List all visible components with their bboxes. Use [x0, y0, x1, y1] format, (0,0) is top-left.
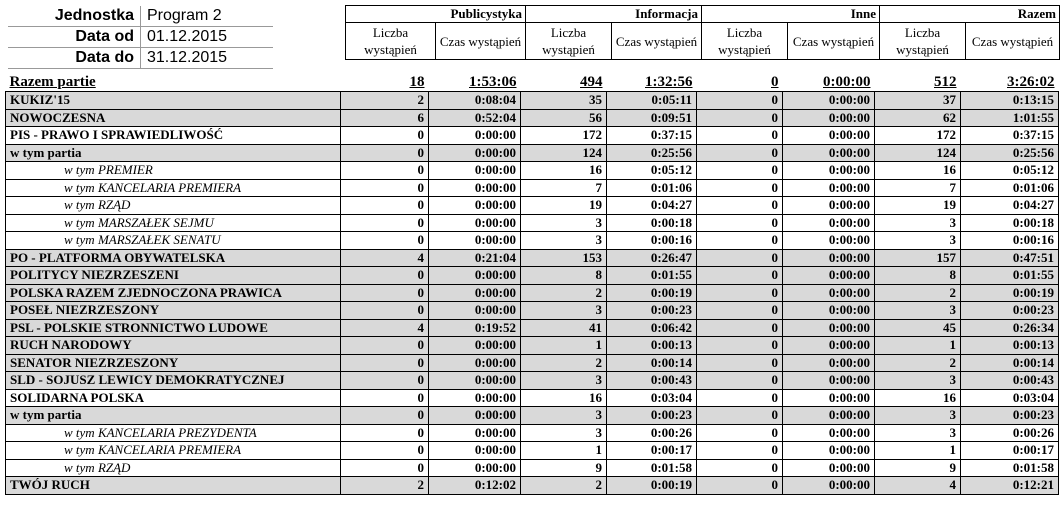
- time-cell: 0:01:06: [961, 179, 1059, 197]
- time-cell: 0:00:19: [961, 284, 1059, 302]
- party-row: [6, 372, 1059, 390]
- time-cell: 0:00:43: [961, 372, 1059, 390]
- party-row: [6, 109, 1059, 127]
- time-cell: 0:00:00: [429, 232, 521, 250]
- row-label: w tym KANCELARIA PREMIERA: [6, 179, 341, 197]
- time-cell: 0:00:00: [783, 267, 875, 285]
- party-row: [6, 127, 1059, 145]
- count-cell: 0: [341, 407, 429, 425]
- time-cell: 0:00:00: [783, 162, 875, 180]
- sub-header: Czas wystąpień: [436, 23, 526, 60]
- time-cell: 0:00:00: [429, 162, 521, 180]
- count-cell: 16: [521, 389, 607, 407]
- count-cell: 0: [697, 302, 783, 320]
- party-row: [6, 354, 1059, 372]
- count-cell: 0: [341, 162, 429, 180]
- count-cell: 0: [697, 249, 783, 267]
- row-label: w tym MARSZAŁEK SENATU: [6, 232, 341, 250]
- sub-row: [6, 407, 1059, 425]
- count-cell: 19: [875, 197, 961, 215]
- row-label: NOWOCZESNA: [6, 109, 341, 127]
- row-label: w tym KANCELARIA PREZYDENTA: [6, 424, 341, 442]
- time-cell: 0:19:52: [429, 319, 521, 337]
- party-row: [6, 249, 1059, 267]
- group-header: Informacja: [526, 6, 702, 23]
- party-time-table: [5, 73, 1059, 495]
- report-meta: [8, 6, 273, 69]
- row-label: SENATOR NIEZRZESZONY: [6, 354, 341, 372]
- row-label: w tym RZĄD: [6, 459, 341, 477]
- time-cell: 0:00:23: [607, 407, 697, 425]
- time-cell: 0:00:43: [607, 372, 697, 390]
- count-cell: 1: [521, 337, 607, 355]
- count-cell: 2: [521, 354, 607, 372]
- count-cell: 3: [521, 407, 607, 425]
- count-cell: 2: [875, 284, 961, 302]
- column-header: [345, 5, 1060, 60]
- count-cell: 0: [341, 284, 429, 302]
- time-cell: 0:00:17: [961, 442, 1059, 460]
- sub-row: [6, 144, 1059, 162]
- count-cell: 0: [697, 179, 783, 197]
- count-cell: 16: [875, 389, 961, 407]
- row-label: PSL - POLSKIE STRONNICTWO LUDOWE: [6, 319, 341, 337]
- count-cell: 35: [521, 92, 607, 110]
- row-label: w tym KANCELARIA PREMIERA: [6, 442, 341, 460]
- count-cell: 0: [341, 389, 429, 407]
- count-cell: 8: [875, 267, 961, 285]
- meta-key: Data do: [8, 48, 141, 69]
- time-cell: 0:01:58: [607, 459, 697, 477]
- party-row: [6, 477, 1059, 495]
- time-cell: 0:00:00: [429, 127, 521, 145]
- time-cell: 0:00:00: [783, 127, 875, 145]
- count-cell: 1: [875, 442, 961, 460]
- time-cell: 0:00:00: [783, 249, 875, 267]
- sub-row: [6, 232, 1059, 250]
- time-cell: 0:00:00: [429, 284, 521, 302]
- time-cell: 0:00:00: [783, 389, 875, 407]
- time-cell: 1:53:06: [469, 73, 517, 90]
- sub-header: Liczba wystąpień: [702, 23, 788, 60]
- count-cell: 3: [875, 232, 961, 250]
- count-cell: 0: [341, 144, 429, 162]
- count-cell: 7: [875, 179, 961, 197]
- sub-header: Czas wystąpień: [612, 23, 702, 60]
- time-cell: 0:00:00: [783, 284, 875, 302]
- count-cell: 0: [697, 407, 783, 425]
- time-cell: 0:00:00: [783, 319, 875, 337]
- count-cell: 0: [697, 459, 783, 477]
- time-cell: 0:00:00: [783, 214, 875, 232]
- count-cell: 37: [875, 92, 961, 110]
- count-cell: 0: [697, 144, 783, 162]
- time-cell: 0:00:19: [607, 284, 697, 302]
- time-cell: 0:06:42: [607, 319, 697, 337]
- count-cell: 6: [341, 109, 429, 127]
- time-cell: 0:00:00: [429, 459, 521, 477]
- time-cell: 0:05:12: [961, 162, 1059, 180]
- time-cell: 0:00:00: [783, 442, 875, 460]
- count-cell: 4: [341, 249, 429, 267]
- sub-header: Liczba wystąpień: [346, 23, 436, 60]
- count-cell: 3: [875, 424, 961, 442]
- sub-header: Czas wystąpień: [788, 23, 880, 60]
- time-cell: 0:00:00: [783, 92, 875, 110]
- count-cell: 3: [875, 407, 961, 425]
- count-cell: 0: [341, 424, 429, 442]
- count-cell: 0: [697, 267, 783, 285]
- count-cell: 3: [521, 424, 607, 442]
- time-cell: 0:00:00: [429, 214, 521, 232]
- row-label: RUCH NARODOWY: [6, 337, 341, 355]
- time-cell: 0:09:51: [607, 109, 697, 127]
- time-cell: 0:00:18: [961, 214, 1059, 232]
- count-cell: 0: [697, 442, 783, 460]
- party-row: [6, 302, 1059, 320]
- count-cell: 0: [697, 214, 783, 232]
- meta-value: Program 2: [141, 6, 274, 27]
- sub-header: Liczba wystąpień: [526, 23, 612, 60]
- time-cell: 0:00:00: [783, 302, 875, 320]
- count-cell: 16: [875, 162, 961, 180]
- count-cell: 0: [697, 319, 783, 337]
- count-cell: 153: [521, 249, 607, 267]
- party-row: [6, 389, 1059, 407]
- sub-header: Liczba wystąpień: [880, 23, 966, 60]
- count-cell: 0: [697, 372, 783, 390]
- count-cell: 0: [341, 232, 429, 250]
- time-cell: 0:00:00: [429, 302, 521, 320]
- time-cell: 0:00:00: [783, 477, 875, 495]
- count-cell: 16: [521, 162, 607, 180]
- time-cell: 0:00:00: [783, 109, 875, 127]
- group-header: Razem: [880, 6, 1060, 23]
- time-cell: 0:00:00: [783, 337, 875, 355]
- time-cell: 0:00:13: [607, 337, 697, 355]
- time-cell: 0:00:00: [429, 389, 521, 407]
- time-cell: 0:00:26: [961, 424, 1059, 442]
- party-row: [6, 319, 1059, 337]
- time-cell: 0:00:16: [607, 232, 697, 250]
- count-cell: 45: [875, 319, 961, 337]
- time-cell: 0:00:00: [783, 354, 875, 372]
- count-cell: 494: [580, 73, 603, 90]
- count-cell: 2: [521, 284, 607, 302]
- count-cell: 3: [521, 232, 607, 250]
- time-cell: 0:00:14: [961, 354, 1059, 372]
- row-label: w tym RZĄD: [6, 197, 341, 215]
- count-cell: 7: [521, 179, 607, 197]
- sub-header: Czas wystąpień: [966, 23, 1060, 60]
- time-cell: 0:01:55: [961, 267, 1059, 285]
- row-label: PO - PLATFORMA OBYWATELSKA: [6, 249, 341, 267]
- time-cell: 0:05:11: [607, 92, 697, 110]
- row-label: POLSKA RAZEM ZJEDNOCZONA PRAWICA: [6, 284, 341, 302]
- time-cell: 0:00:19: [607, 477, 697, 495]
- row-label: w tym partia: [6, 407, 341, 425]
- count-cell: 157: [875, 249, 961, 267]
- meta-key: Data od: [8, 27, 141, 48]
- row-label: TWÓJ RUCH: [6, 477, 341, 495]
- time-cell: 0:00:00: [823, 73, 871, 90]
- time-cell: 0:00:00: [783, 424, 875, 442]
- time-cell: 0:00:00: [429, 354, 521, 372]
- count-cell: 3: [521, 214, 607, 232]
- count-cell: 0: [697, 127, 783, 145]
- count-cell: 0: [697, 477, 783, 495]
- group-header: Publicystyka: [346, 6, 526, 23]
- time-cell: 0:08:04: [429, 92, 521, 110]
- count-cell: 4: [875, 477, 961, 495]
- group-header: Inne: [702, 6, 880, 23]
- time-cell: 0:01:55: [607, 267, 697, 285]
- count-cell: 3: [875, 372, 961, 390]
- sub-row: [6, 214, 1059, 232]
- time-cell: 0:01:58: [961, 459, 1059, 477]
- meta-row: [8, 48, 273, 69]
- time-cell: 0:13:15: [961, 92, 1059, 110]
- count-cell: 56: [521, 109, 607, 127]
- time-cell: 0:00:00: [429, 197, 521, 215]
- time-cell: 0:00:00: [783, 459, 875, 477]
- count-cell: 1: [875, 337, 961, 355]
- count-cell: 0: [341, 267, 429, 285]
- row-label: POLITYCY NIEZRZESZENI: [6, 267, 341, 285]
- meta-row: [8, 27, 273, 48]
- party-row: [6, 284, 1059, 302]
- time-cell: 0:00:00: [429, 424, 521, 442]
- time-cell: 0:12:02: [429, 477, 521, 495]
- time-cell: 0:00:14: [607, 354, 697, 372]
- count-cell: 3: [521, 372, 607, 390]
- count-cell: 19: [521, 197, 607, 215]
- time-cell: 0:00:17: [607, 442, 697, 460]
- count-cell: 0: [697, 389, 783, 407]
- time-cell: 0:04:27: [961, 197, 1059, 215]
- time-cell: 0:00:23: [961, 302, 1059, 320]
- count-cell: 0: [697, 424, 783, 442]
- time-cell: 1:32:56: [645, 73, 693, 90]
- row-label: KUKIZ'15: [6, 92, 341, 110]
- count-cell: 3: [875, 302, 961, 320]
- time-cell: 0:00:00: [429, 144, 521, 162]
- time-cell: 0:05:12: [607, 162, 697, 180]
- time-cell: 0:37:15: [607, 127, 697, 145]
- sub-row: [6, 197, 1059, 215]
- time-cell: 0:00:00: [429, 442, 521, 460]
- row-label: POSEŁ NIEZRZESZONY: [6, 302, 341, 320]
- count-cell: 2: [875, 354, 961, 372]
- count-cell: 0: [341, 197, 429, 215]
- time-cell: 0:00:00: [783, 407, 875, 425]
- time-cell: 0:00:00: [783, 179, 875, 197]
- row-label: SOLIDARNA POLSKA: [6, 389, 341, 407]
- time-cell: 0:00:23: [607, 302, 697, 320]
- time-cell: 1:01:55: [961, 109, 1059, 127]
- count-cell: 0: [771, 73, 779, 90]
- count-cell: 18: [409, 73, 425, 90]
- count-cell: 0: [341, 337, 429, 355]
- count-cell: 62: [875, 109, 961, 127]
- row-label: PIS - PRAWO I SPRAWIEDLIWOŚĆ: [6, 127, 341, 145]
- count-cell: 41: [521, 319, 607, 337]
- sub-row: [6, 424, 1059, 442]
- time-cell: 0:00:00: [429, 372, 521, 390]
- party-row: [6, 337, 1059, 355]
- count-cell: 0: [697, 197, 783, 215]
- time-cell: 0:00:00: [429, 267, 521, 285]
- sub-row: [6, 179, 1059, 197]
- time-cell: 0:12:21: [961, 477, 1059, 495]
- count-cell: 0: [341, 442, 429, 460]
- meta-value: 01.12.2015: [141, 27, 274, 48]
- time-cell: 0:25:56: [961, 144, 1059, 162]
- row-label: SLD - SOJUSZ LEWICY DEMOKRATYCZNEJ: [6, 372, 341, 390]
- count-cell: 0: [697, 162, 783, 180]
- time-cell: 0:01:06: [607, 179, 697, 197]
- time-cell: 0:00:13: [961, 337, 1059, 355]
- count-cell: 0: [341, 354, 429, 372]
- time-cell: 0:00:00: [783, 372, 875, 390]
- party-row: [6, 267, 1059, 285]
- time-cell: 0:03:04: [607, 389, 697, 407]
- time-cell: 0:00:00: [783, 197, 875, 215]
- count-cell: 172: [521, 127, 607, 145]
- count-cell: 0: [697, 92, 783, 110]
- time-cell: 0:37:15: [961, 127, 1059, 145]
- count-cell: 4: [341, 319, 429, 337]
- time-cell: 0:26:47: [607, 249, 697, 267]
- time-cell: 0:00:26: [607, 424, 697, 442]
- count-cell: 0: [697, 354, 783, 372]
- meta-row: [8, 6, 273, 27]
- count-cell: 1: [521, 442, 607, 460]
- count-cell: 2: [341, 92, 429, 110]
- count-cell: 0: [341, 372, 429, 390]
- count-cell: 2: [521, 477, 607, 495]
- time-cell: 0:00:00: [429, 179, 521, 197]
- count-cell: 124: [521, 144, 607, 162]
- meta-key: Jednostka: [8, 6, 141, 27]
- time-cell: 0:00:00: [429, 407, 521, 425]
- sub-row: [6, 442, 1059, 460]
- time-cell: 3:26:02: [1007, 73, 1055, 90]
- total-row: [6, 73, 1059, 92]
- time-cell: 0:21:04: [429, 249, 521, 267]
- time-cell: 0:00:00: [783, 232, 875, 250]
- count-cell: 0: [341, 179, 429, 197]
- sub-row: [6, 459, 1059, 477]
- row-label: Razem partie: [9, 73, 96, 90]
- count-cell: 0: [697, 109, 783, 127]
- count-cell: 9: [521, 459, 607, 477]
- count-cell: 0: [341, 302, 429, 320]
- time-cell: 0:25:56: [607, 144, 697, 162]
- time-cell: 0:03:04: [961, 389, 1059, 407]
- count-cell: 3: [875, 214, 961, 232]
- count-cell: 8: [521, 267, 607, 285]
- count-cell: 0: [341, 459, 429, 477]
- time-cell: 0:00:00: [783, 144, 875, 162]
- time-cell: 0:04:27: [607, 197, 697, 215]
- count-cell: 124: [875, 144, 961, 162]
- time-cell: 0:00:00: [429, 337, 521, 355]
- party-row: [6, 92, 1059, 110]
- time-cell: 0:26:34: [961, 319, 1059, 337]
- count-cell: 512: [934, 73, 957, 90]
- count-cell: 0: [341, 127, 429, 145]
- row-label: w tym MARSZAŁEK SEJMU: [6, 214, 341, 232]
- time-cell: 0:52:04: [429, 109, 521, 127]
- count-cell: 9: [875, 459, 961, 477]
- meta-value: 31.12.2015: [141, 48, 274, 69]
- row-label: w tym partia: [6, 144, 341, 162]
- count-cell: 0: [697, 232, 783, 250]
- count-cell: 0: [697, 284, 783, 302]
- count-cell: 0: [341, 214, 429, 232]
- time-cell: 0:47:51: [961, 249, 1059, 267]
- time-cell: 0:00:16: [961, 232, 1059, 250]
- count-cell: 172: [875, 127, 961, 145]
- row-label: w tym PREMIER: [6, 162, 341, 180]
- count-cell: 0: [697, 337, 783, 355]
- count-cell: 2: [341, 477, 429, 495]
- time-cell: 0:00:18: [607, 214, 697, 232]
- count-cell: 3: [521, 302, 607, 320]
- sub-row: [6, 162, 1059, 180]
- time-cell: 0:00:23: [961, 407, 1059, 425]
